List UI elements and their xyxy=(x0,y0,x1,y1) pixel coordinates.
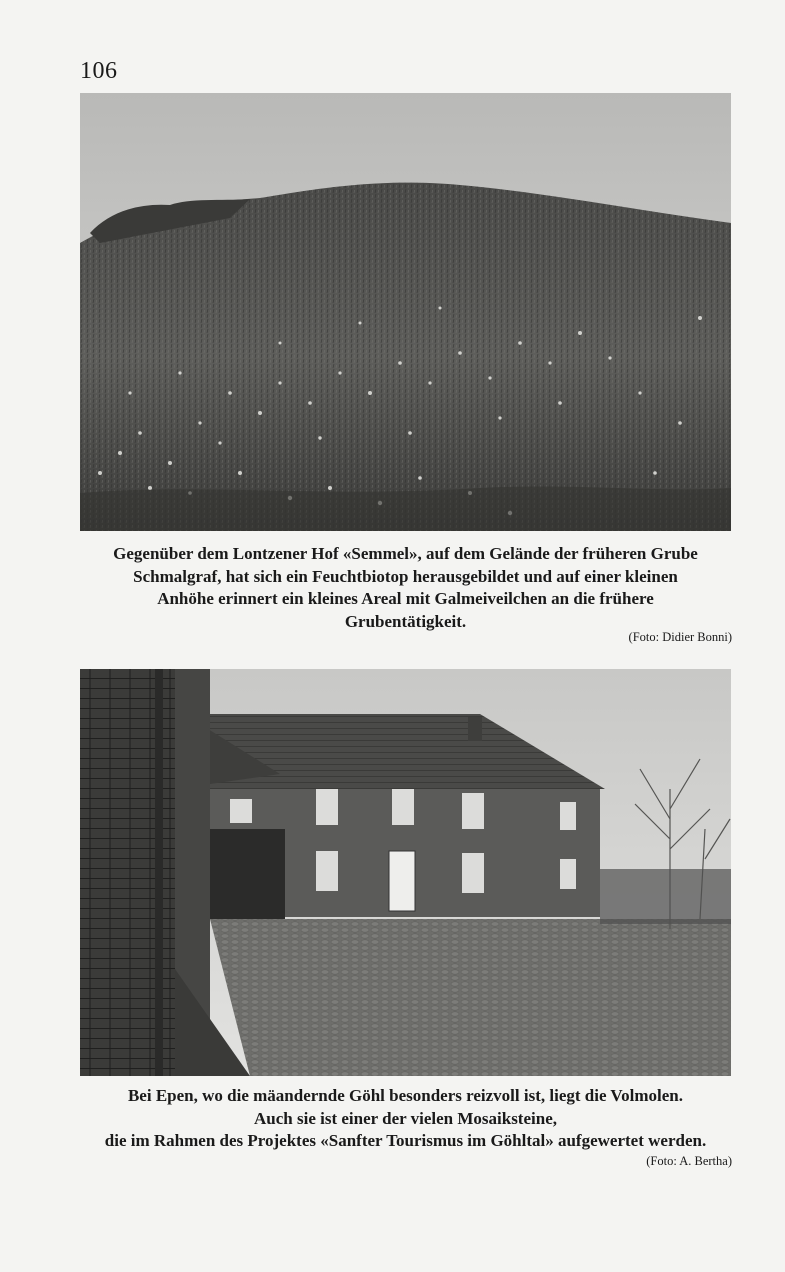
caption-line: Grubentätigkeit. xyxy=(344,611,467,631)
volmolen-photo-image xyxy=(80,669,731,1076)
hill-photo-caption xyxy=(80,543,731,633)
caption-line: Gegenüber dem Lontzener Hof «Semmel», auf dem Gelände der früheren Grube xyxy=(113,544,698,563)
caption-line: Anhöhe erinnert ein kleines Areal mit Galmeiveilchen an die frühere xyxy=(157,589,654,608)
volmolen-photo-caption xyxy=(80,1085,731,1153)
caption-line: die im Rahmen des Projektes «Sanfter Tourismus im Göhltal» aufgewertet werden. xyxy=(104,1131,707,1150)
volmolen-photo xyxy=(80,669,731,1076)
photo-credit: (Foto: A. Bertha) xyxy=(646,1154,732,1168)
caption-line: Auch sie ist einer der vielen Mosaiksteine, xyxy=(254,1108,557,1128)
hill-photo-image xyxy=(80,93,731,531)
photo-credit: (Foto: Didier Bonni) xyxy=(628,630,732,644)
caption-line: Bei Epen, wo die mäandernde Göhl besonders reizvoll ist, liegt die Volmolen. xyxy=(127,1086,684,1105)
caption-line: Schmalgraf, hat sich ein Feuchtbiotop herausgebildet und auf einer kleinen xyxy=(133,566,678,586)
hill-photo xyxy=(80,93,731,531)
page-number: 106 xyxy=(80,58,118,84)
